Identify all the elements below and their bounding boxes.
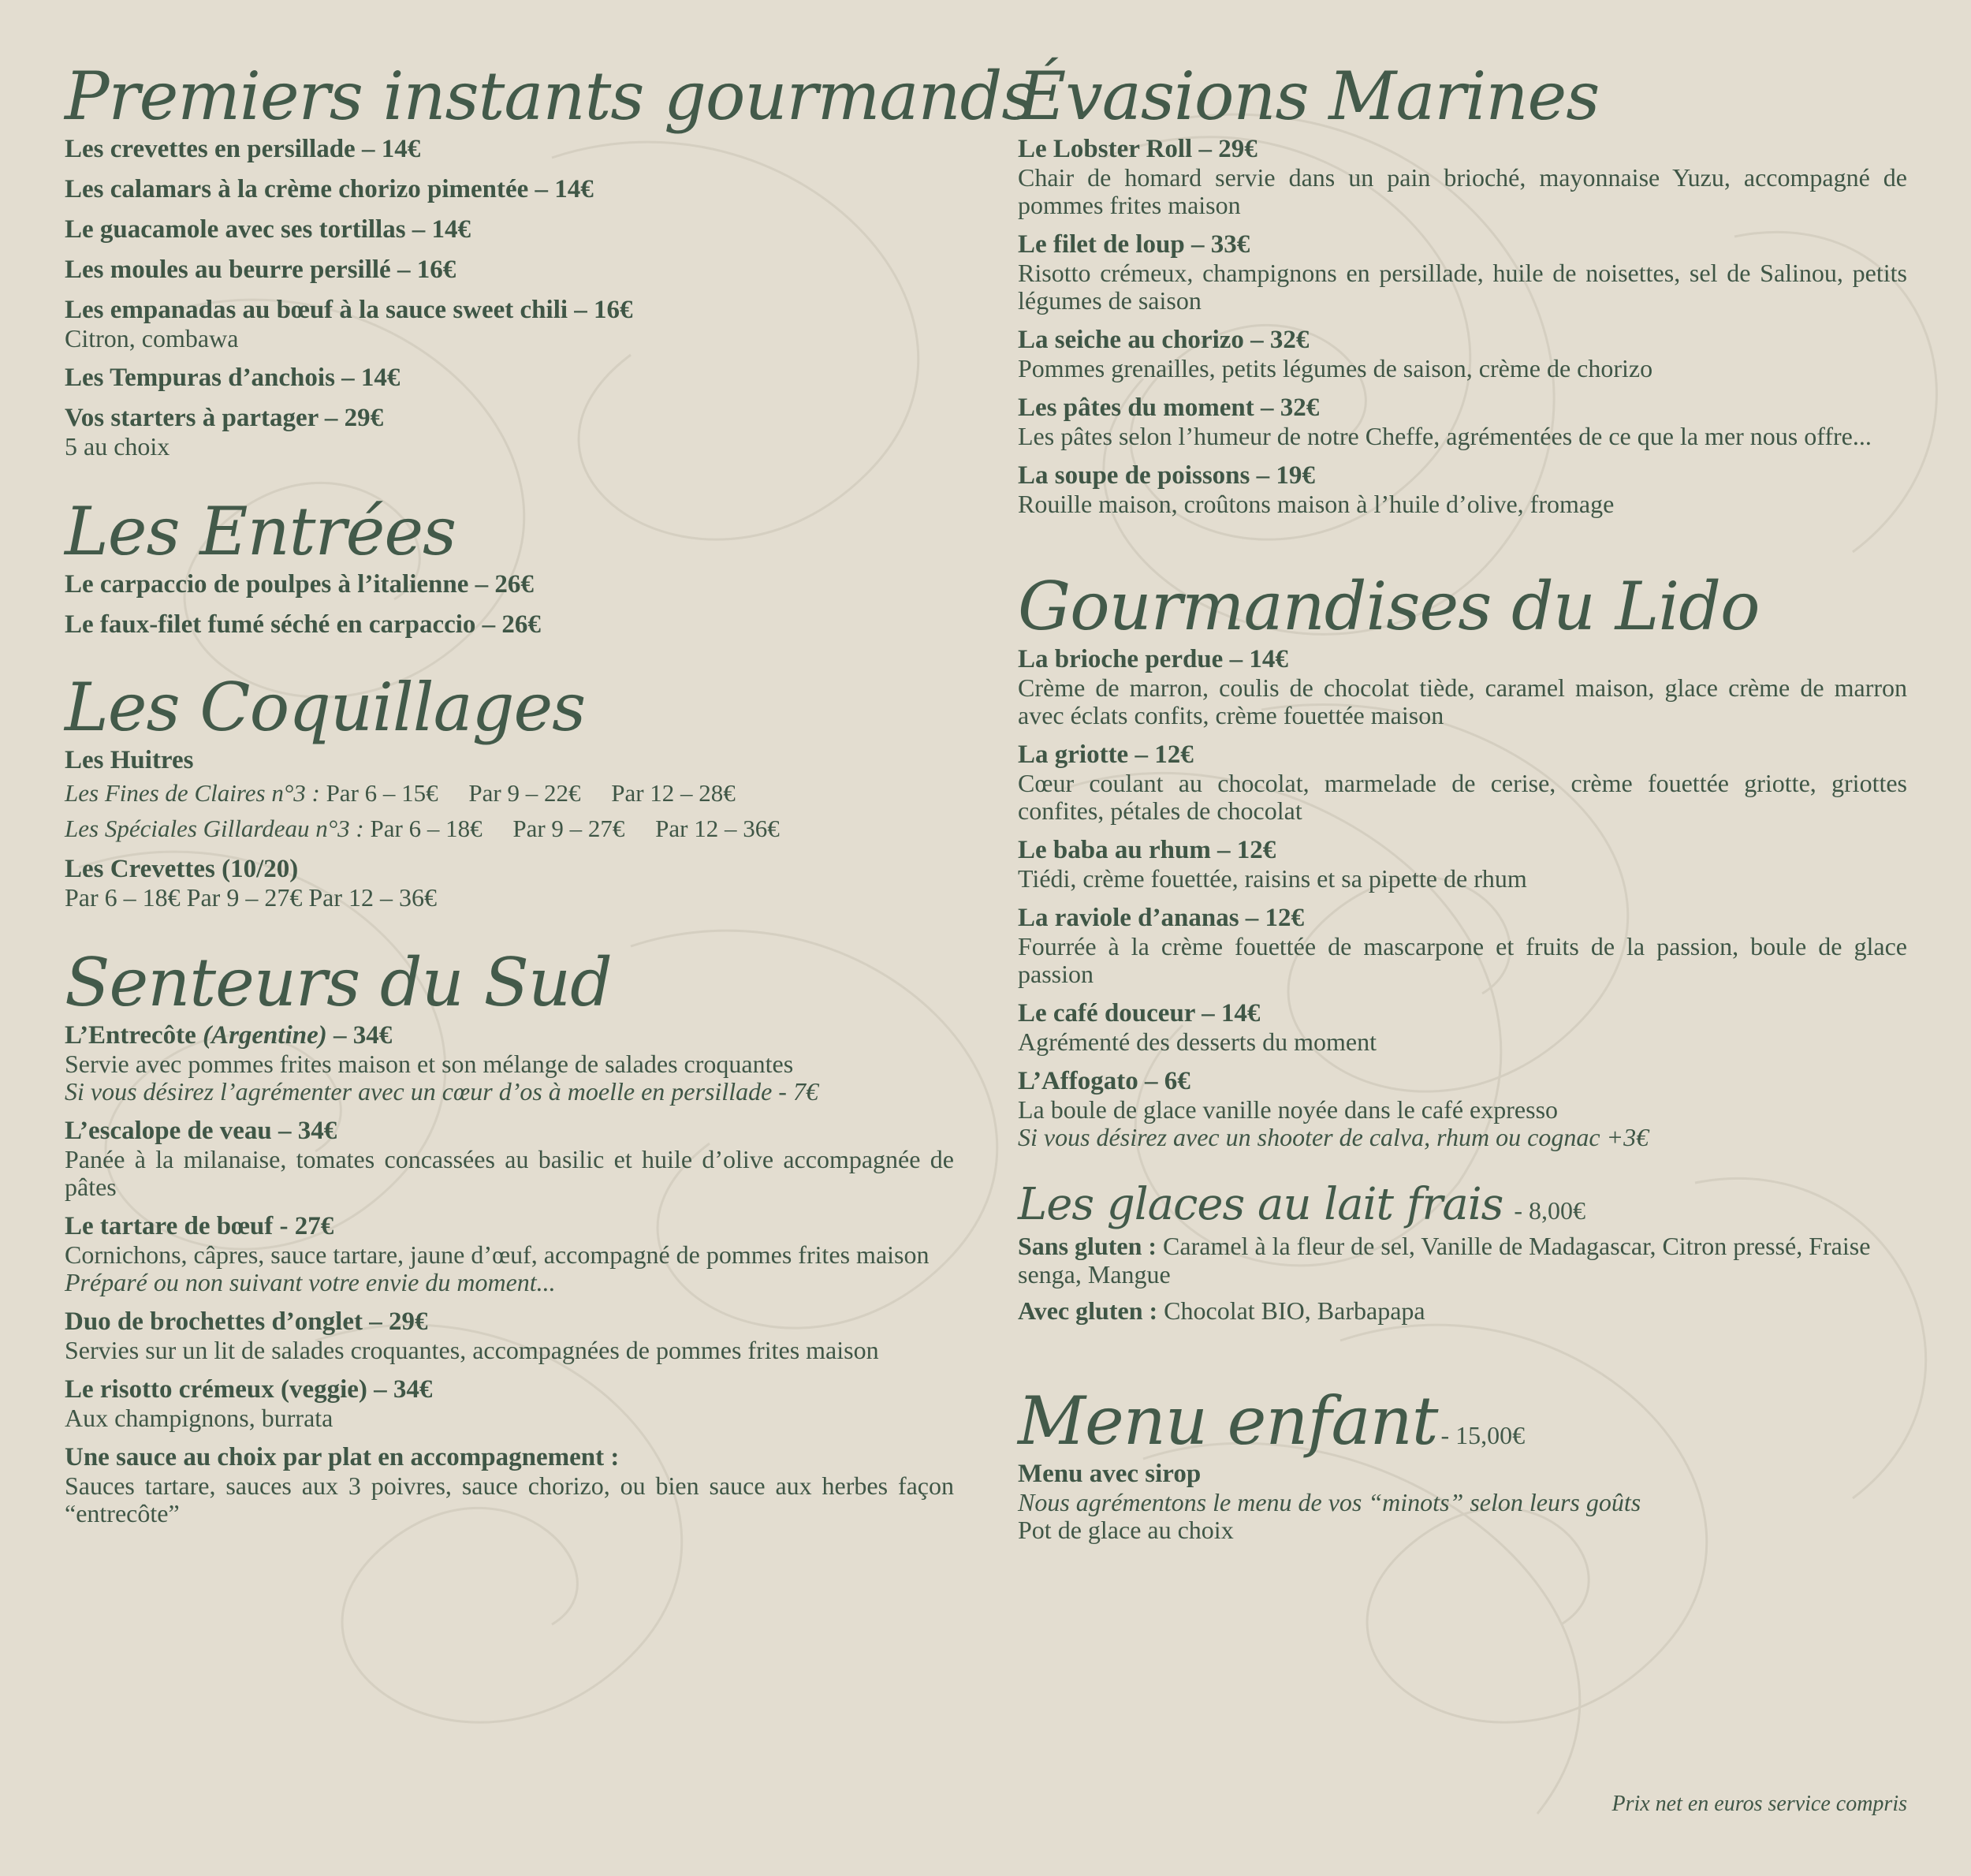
item-desc: La boule de glace vanille noyée dans le café expresso: [1018, 1095, 1559, 1124]
item-desc: Risotto crémeux, champignons en persillade, huile de noisettes, sel de Salinou, petits légumes de saison: [1018, 259, 1907, 315]
item-name: La griotte – 12€: [1018, 740, 1194, 769]
item-desc: Chair de homard servie dans un pain brioché, mayonnaise Yuzu, accompagné de pommes frites maison: [1018, 163, 1907, 219]
item-name: Le baba au rhum – 12€: [1018, 836, 1276, 864]
item-desc: Fourrée à la crème fouettée de mascarpone et fruits de la passion, boule de glace passion: [1018, 932, 1907, 988]
item-note: Préparé ou non suivant votre envie du moment...: [65, 1268, 556, 1296]
menu-item: [65, 1374, 954, 1432]
entrecote-name: L’Entrecôte: [65, 1021, 196, 1050]
section-title: Premiers instants gourmands: [65, 58, 1035, 135]
section-coquillages: [65, 669, 954, 912]
left-column: [65, 58, 1035, 1538]
item-name: Vos starters à partager – 29€: [65, 404, 384, 432]
glaces-sans-gluten: [1018, 1232, 1907, 1289]
menu-item: [65, 295, 954, 352]
item-name: L’escalope de veau – 34€: [65, 1117, 337, 1145]
item-name: Le café douceur – 14€: [1018, 999, 1261, 1028]
item-desc: Cœur coulant au chocolat, marmelade de cerise, crème fouettée griotte, griottes confites, pétales de chocolat: [1018, 769, 1907, 825]
menu-item: [1018, 1459, 1907, 1544]
item-note: Si vous désirez l’agrémenter avec un cœur d’os à moelle en persillade - 7€: [65, 1077, 818, 1106]
item-name: Les Crevettes (10/20): [65, 855, 299, 883]
item-name: Le Lobster Roll – 29€: [1018, 135, 1257, 163]
menu-item: [1018, 835, 1907, 893]
menu-item: [1018, 325, 1907, 382]
menu-item: [1018, 393, 1907, 450]
menu-item: [65, 214, 954, 244]
item-desc: Rouille maison, croûtons maison à l’huile d’olive, fromage: [1018, 490, 1615, 518]
item-desc: Par 6 – 18€ Par 9 – 27€ Par 12 – 36€: [65, 883, 437, 912]
item-name: Les moules au beurre persillé – 16€: [65, 255, 456, 284]
section-enfant: [1018, 1382, 1907, 1544]
glaces-avec-label: Avec gluten :: [1018, 1296, 1158, 1325]
item-desc: Pommes grenailles, petits légumes de saison, crème de chorizo: [1018, 354, 1653, 382]
menu-item: [1018, 740, 1907, 825]
item-name: Le faux-filet fumé séché en carpaccio – 26€: [65, 610, 541, 639]
entrecote-price: – 34€: [326, 1021, 393, 1050]
glaces-avec-gluten: [1018, 1296, 1907, 1325]
item-name: Le guacamole avec ses tortillas – 14€: [65, 215, 471, 244]
item-name: L’Affogato – 6€: [1018, 1067, 1190, 1095]
section-senteurs: [65, 944, 954, 1527]
item-desc: Tiédi, crème fouettée, raisins et sa pipette de rhum: [1018, 864, 1527, 893]
menu-item: [65, 403, 954, 461]
menu-item: [1018, 229, 1907, 315]
menu-item: [1018, 134, 1907, 219]
section-title: [1018, 1382, 1907, 1460]
section-title: Senteurs du Sud: [65, 944, 612, 1021]
item-name: Duo de brochettes d’onglet – 29€: [65, 1307, 428, 1336]
enfant-price: - 15,00€: [1440, 1421, 1526, 1449]
oyster-row-speciales: [65, 811, 954, 846]
item-desc: Cornichons, câpres, sauce tartare, jaune d’œuf, accompagné de pommes frites maison: [65, 1240, 930, 1269]
item-desc: Les pâtes selon l’humeur de notre Cheffe, agrémentées de ce que la mer nous offre...: [1018, 422, 1872, 450]
right-column: [1018, 58, 1907, 1554]
menu-item: [65, 363, 954, 393]
item-desc: 5 au choix: [65, 432, 170, 461]
item-desc: Citron, combawa: [65, 324, 239, 352]
item-name: Les crevettes en persillade – 14€: [65, 135, 421, 163]
item-name: Le tartare de bœuf - 27€: [65, 1212, 334, 1240]
menu-item: [65, 1211, 954, 1296]
menu-item: [1018, 461, 1907, 518]
item-note: Nous agrémentons le menu de vos “minots” selon leurs goûts: [1018, 1488, 1641, 1516]
section-marines: [1018, 58, 1907, 518]
price-footnote: Prix net en euros service compris: [1611, 1792, 1907, 1816]
section-glaces: [1018, 1179, 1907, 1325]
section-gourmandises: [1018, 568, 1907, 1151]
menu-item: [1018, 1066, 1907, 1151]
menu-item: [65, 174, 954, 204]
section-premiers: [65, 58, 1035, 461]
glaces-sans-text: Caramel à la fleur de sel, Vanille de Madagascar, Citron pressé, Fraise senga, Mangue: [1018, 1232, 1871, 1289]
enfant-title: Menu enfant: [1018, 1382, 1438, 1460]
oyster-prices: Par 6 – 15€ Par 9 – 22€ Par 12 – 28€: [319, 779, 736, 807]
oyster-row-fines: [65, 775, 954, 811]
menu-item: [65, 1020, 954, 1106]
section-title: Évasions Marines: [1018, 58, 1600, 135]
glaces-sans-label: Sans gluten :: [1018, 1232, 1157, 1260]
item-name: Le carpaccio de poulpes à l’italienne – 26€: [65, 570, 534, 599]
item-name: La soupe de poissons – 19€: [1018, 461, 1315, 490]
menu-item: [65, 1442, 954, 1527]
oyster-prices: Par 6 – 18€ Par 9 – 27€ Par 12 – 36€: [363, 815, 780, 842]
glaces-avec-text: Chocolat BIO, Barbapapa: [1157, 1296, 1425, 1325]
section-title: Les Entrées: [65, 493, 456, 570]
menu-item: [65, 1307, 954, 1364]
menu-item: [1018, 644, 1907, 729]
section-entrees: [65, 493, 954, 640]
item-name: Les empanadas au bœuf à la sauce sweet chili – 16€: [65, 296, 633, 324]
item-name: La seiche au chorizo – 32€: [1018, 326, 1310, 354]
item-desc: Pot de glace au choix: [1018, 1516, 1234, 1544]
section-title: Gourmandises du Lido: [1018, 568, 1760, 645]
menu-item: [65, 610, 954, 640]
item-desc: Agrémenté des desserts du moment: [1018, 1028, 1377, 1056]
oyster-label: Les Spéciales Gillardeau n°3 :: [65, 815, 364, 842]
section-title: Les Coquillages: [65, 669, 586, 746]
glaces-title: Les glaces au lait frais: [1018, 1179, 1503, 1230]
item-name: Les calamars à la crème chorizo pimentée – 14€: [65, 175, 594, 203]
menu-item: [65, 1116, 954, 1201]
menu-item: [65, 569, 954, 599]
item-desc: Panée à la milanaise, tomates concassées au basilic et huile d’olive accompagnée de pâtes: [65, 1145, 954, 1201]
huitres-title: Les Huitres: [65, 746, 194, 774]
menu-item: [1018, 903, 1907, 988]
item-name: Le filet de loup – 33€: [1018, 230, 1250, 259]
item-name: Les Tempuras d’anchois – 14€: [65, 364, 401, 392]
item-name: Le risotto crémeux (veggie) – 34€: [65, 1375, 433, 1404]
item-desc: Sauces tartare, sauces aux 3 poivres, sauce chorizo, ou bien sauce aux herbes façon “entrecôte”: [65, 1471, 954, 1527]
glaces-price: - 8,00€: [1514, 1196, 1586, 1225]
item-desc: Servie avec pommes frites maison et son mélange de salades croquantes: [65, 1050, 794, 1078]
section-title: [1018, 1179, 1907, 1230]
item-desc: Crème de marron, coulis de chocolat tiède, caramel maison, glace crème de marron avec éclats confits, crème fouettée maison: [1018, 673, 1907, 729]
item-name: Menu avec sirop: [1018, 1460, 1202, 1488]
item-name: [65, 1020, 954, 1050]
item-desc: Servies sur un lit de salades croquantes, accompagnées de pommes frites maison: [65, 1336, 879, 1364]
menu-item: [65, 854, 954, 912]
menu-item: [65, 255, 954, 285]
item-name: La raviole d’ananas – 12€: [1018, 904, 1305, 932]
oyster-label: Les Fines de Claires n°3 :: [65, 779, 320, 807]
item-desc: Aux champignons, burrata: [65, 1404, 333, 1432]
item-note: Si vous désirez avec un shooter de calva, rhum ou cognac +3€: [1018, 1123, 1649, 1151]
menu-item: [65, 134, 954, 164]
menu-item: [1018, 998, 1907, 1056]
item-name: Les pâtes du moment – 32€: [1018, 393, 1320, 422]
entrecote-origin: (Argentine): [203, 1021, 327, 1050]
item-name: La brioche perdue – 14€: [1018, 645, 1288, 673]
item-name: Une sauce au choix par plat en accompagnement :: [65, 1443, 620, 1471]
